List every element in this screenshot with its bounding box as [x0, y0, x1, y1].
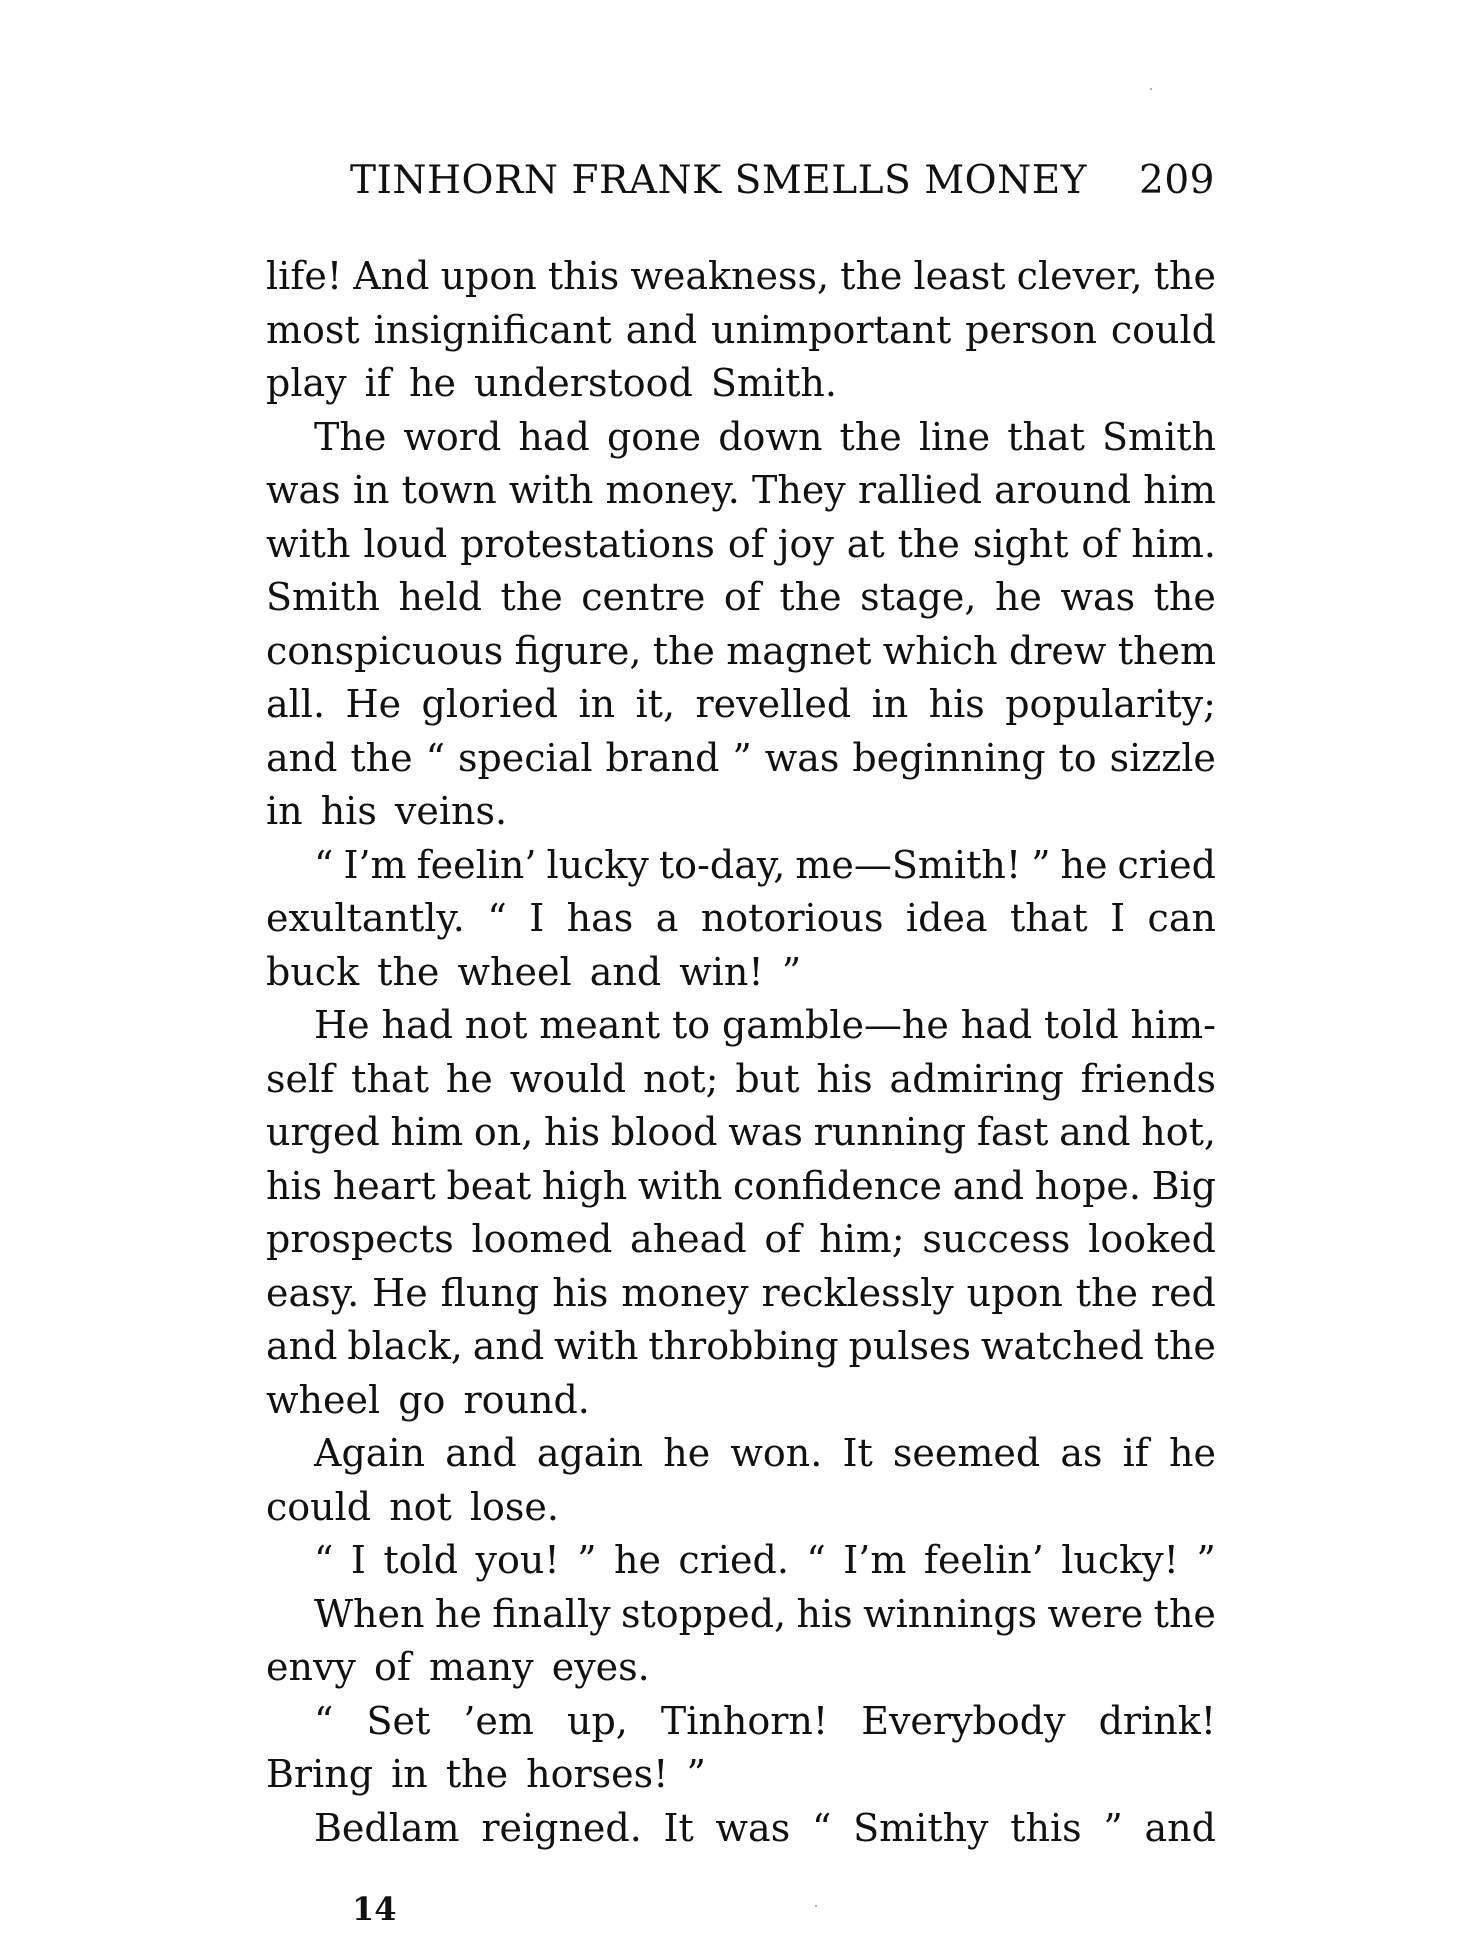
word: I	[350, 1538, 366, 1582]
running-head	[350, 158, 1215, 202]
word: idea	[905, 896, 988, 940]
word: the	[652, 628, 715, 673]
word: of	[764, 1217, 802, 1261]
word: was	[728, 1110, 803, 1154]
word: I’m	[843, 1538, 907, 1582]
word: life!	[266, 254, 343, 298]
word: The	[314, 414, 387, 459]
text-line: Bring in the horses! ”	[266, 1752, 706, 1796]
text-line	[266, 678, 1216, 732]
word: person	[965, 307, 1097, 352]
word: friends	[1080, 1056, 1216, 1101]
text-line: wheel go round.	[266, 1377, 590, 1422]
word: the	[350, 735, 413, 780]
word: has	[566, 896, 634, 940]
text-line	[266, 892, 1216, 946]
word: Set	[366, 1698, 431, 1743]
word: sight	[972, 521, 1069, 566]
word: sizzle	[1109, 735, 1216, 780]
word: and	[472, 1324, 545, 1368]
word: that	[1009, 896, 1088, 940]
word: most	[266, 307, 360, 352]
word: “	[425, 735, 446, 780]
text-line: buck the wheel and win! ”	[266, 949, 802, 994]
word: him;	[819, 1217, 905, 1261]
word: me—Smith!	[795, 842, 1022, 887]
word: would	[509, 1056, 627, 1101]
word: that	[1007, 414, 1085, 459]
word: figure,	[514, 628, 642, 673]
word: ”	[1031, 842, 1051, 887]
word: centre	[581, 575, 706, 619]
word: and	[952, 1163, 1025, 1208]
text-line: could not lose.	[266, 1484, 559, 1529]
word: of	[723, 575, 761, 619]
word: They	[752, 468, 846, 512]
word: Smith	[1102, 414, 1216, 459]
word: And	[353, 254, 430, 298]
word: rallied	[857, 468, 983, 512]
word: this	[1010, 1805, 1082, 1850]
word: upon	[440, 254, 537, 298]
word: he	[613, 1538, 661, 1582]
word: fast	[976, 1110, 1049, 1154]
text-line: play if he understood Smith.	[266, 361, 837, 405]
word: stopped,	[620, 1591, 787, 1636]
text-line	[266, 1160, 1216, 1214]
text-line	[266, 625, 1216, 679]
word: black,	[347, 1324, 463, 1368]
word: had	[381, 1003, 453, 1047]
word: him.	[1131, 521, 1216, 566]
word: recklessly	[761, 1270, 954, 1315]
word: the	[500, 575, 563, 619]
word: money.	[605, 468, 740, 512]
word: he	[994, 575, 1042, 619]
text-line	[266, 304, 1216, 358]
word: It	[663, 1805, 694, 1850]
word: magnet	[726, 628, 872, 673]
text-line	[266, 518, 1216, 572]
word: hope.	[1034, 1163, 1141, 1208]
word: “	[487, 896, 507, 940]
text-line	[266, 1320, 1216, 1374]
word: pulses	[848, 1324, 971, 1368]
word: admiring	[889, 1056, 1064, 1101]
word: ”	[732, 735, 752, 780]
word: them	[1117, 628, 1216, 673]
text-line: envy of many eyes.	[266, 1645, 650, 1689]
word: Again	[314, 1431, 426, 1475]
text-line	[266, 1213, 1216, 1267]
word: exultantly.	[266, 896, 465, 940]
word: his	[544, 1110, 601, 1154]
word: ”	[577, 1538, 597, 1582]
word: on,	[473, 1110, 534, 1154]
word: drew	[1008, 628, 1107, 673]
text-line	[266, 1695, 1216, 1749]
word: told	[1044, 1003, 1119, 1047]
word: word	[403, 414, 502, 459]
word: in	[578, 682, 616, 726]
word: in	[352, 468, 390, 512]
word: Big	[1151, 1163, 1216, 1208]
word: winnings	[863, 1591, 1038, 1636]
word: money	[621, 1270, 749, 1315]
word: Tinhorn!	[660, 1698, 829, 1743]
word: the	[1075, 1270, 1138, 1315]
word: as	[1060, 1431, 1103, 1475]
word: he	[663, 1431, 711, 1475]
word: Smithy	[853, 1805, 989, 1850]
word: joy	[777, 521, 834, 566]
word: can	[1147, 896, 1216, 940]
word: beginning	[852, 735, 1046, 780]
word: flung	[440, 1270, 540, 1315]
word: was	[1060, 575, 1136, 619]
word: beat	[446, 1163, 532, 1208]
word: his	[552, 1270, 609, 1315]
word: gone	[606, 414, 702, 459]
word: “	[806, 1538, 826, 1582]
word: in	[871, 682, 909, 726]
word: ”	[1103, 1805, 1123, 1850]
word: prospects	[266, 1217, 454, 1261]
word: with	[637, 1163, 723, 1208]
text-line	[266, 1802, 1216, 1856]
word: at	[846, 521, 885, 566]
word: town	[401, 468, 497, 512]
word: popularity;	[1005, 682, 1216, 726]
word: his	[928, 682, 985, 726]
paper-speck	[815, 1905, 817, 1907]
word: “	[811, 1805, 832, 1850]
word: the	[779, 575, 842, 619]
word: you!	[475, 1538, 560, 1582]
word: When	[314, 1591, 425, 1636]
text-line	[266, 1427, 1216, 1481]
word: all.	[266, 682, 326, 726]
word: He	[345, 682, 402, 726]
word: weakness,	[630, 254, 830, 298]
word: and	[266, 1324, 338, 1368]
word: that	[351, 1056, 429, 1101]
word: finally	[492, 1591, 611, 1636]
word: down	[718, 414, 823, 459]
word: heart	[332, 1163, 436, 1208]
word: again	[536, 1431, 644, 1475]
word: “	[314, 1538, 334, 1582]
word: loud	[363, 521, 448, 566]
word: and	[445, 1431, 517, 1475]
word: the	[1153, 1591, 1216, 1636]
word: He	[372, 1270, 428, 1315]
word: loomed	[471, 1217, 613, 1261]
word: urged	[266, 1110, 380, 1154]
word: feelin’	[416, 842, 537, 887]
word: running	[813, 1110, 967, 1154]
word: up,	[566, 1698, 628, 1743]
word: were	[1047, 1591, 1144, 1636]
word: which	[882, 628, 998, 673]
word: meant	[539, 1003, 661, 1047]
text-line	[266, 1534, 1216, 1588]
word: ’em	[463, 1698, 534, 1743]
text-line	[266, 1053, 1216, 1107]
word: throbbing	[648, 1324, 839, 1368]
text-line	[266, 1106, 1216, 1160]
word: revelled	[695, 682, 852, 726]
word: the	[1153, 254, 1216, 298]
word: to	[671, 1003, 711, 1047]
running-title: TINHORN FRANK SMELLS MONEY	[350, 158, 1087, 203]
word: self	[266, 1056, 335, 1101]
word: confidence	[732, 1163, 942, 1208]
word: not	[464, 1003, 528, 1047]
word: high	[541, 1163, 628, 1208]
word: with	[266, 521, 351, 566]
word: of	[1081, 521, 1119, 566]
word: blood	[610, 1110, 718, 1154]
text-line	[266, 1588, 1216, 1642]
word: he	[434, 1591, 482, 1636]
word: clever,	[1016, 254, 1143, 298]
word: I’m	[343, 842, 407, 887]
text-line	[266, 1267, 1216, 1321]
word: special	[457, 735, 593, 780]
word: the	[1153, 1324, 1216, 1368]
word: this	[547, 254, 620, 298]
text-line: in his veins.	[266, 789, 508, 833]
word: the	[839, 414, 902, 459]
word: “	[314, 842, 334, 887]
text-line	[266, 411, 1216, 465]
word: gamble—he	[721, 1003, 949, 1047]
word: drink!	[1098, 1698, 1216, 1743]
text-line	[266, 839, 1216, 893]
word: easy.	[266, 1270, 360, 1315]
word: had	[518, 414, 590, 459]
word: him	[1143, 468, 1216, 512]
word: told	[383, 1538, 459, 1582]
word: feelin’	[923, 1538, 1044, 1582]
word: the	[897, 521, 960, 566]
word: and	[625, 307, 698, 352]
word: with	[554, 1324, 639, 1368]
word: the	[840, 254, 903, 298]
word: cried	[1117, 842, 1216, 887]
word: It	[842, 1431, 873, 1475]
paper-speck	[1150, 88, 1152, 90]
word: to	[1058, 735, 1097, 780]
text-line	[266, 571, 1216, 625]
word: won.	[730, 1431, 823, 1475]
word: and	[1059, 1110, 1131, 1154]
word: unimportant	[711, 307, 952, 352]
word: he	[1168, 1431, 1216, 1475]
word: gloried	[421, 682, 559, 726]
word: was	[764, 735, 840, 780]
text-line	[266, 999, 1216, 1053]
word: had	[960, 1003, 1033, 1047]
word: insignificant	[373, 307, 612, 352]
word: I	[529, 896, 545, 940]
word: could	[1110, 307, 1216, 352]
word: upon	[966, 1270, 1063, 1315]
word: him	[390, 1110, 464, 1154]
word: least	[913, 254, 1006, 298]
signature-mark: 14	[352, 1890, 397, 1928]
word: not;	[643, 1056, 719, 1101]
word: his	[796, 1591, 853, 1636]
word: Bedlam	[314, 1805, 460, 1850]
word: red	[1150, 1270, 1216, 1315]
word: reigned.	[481, 1805, 642, 1850]
text-line	[266, 464, 1216, 518]
word: held	[398, 575, 482, 619]
text-line	[266, 732, 1216, 786]
word: conspicuous	[266, 628, 504, 673]
word: ahead	[630, 1217, 747, 1261]
word: he	[1060, 842, 1108, 887]
word: of	[727, 521, 765, 566]
word: He	[314, 1003, 370, 1047]
word: with	[508, 468, 594, 512]
word: watched	[980, 1324, 1144, 1368]
word: Smith	[266, 575, 380, 619]
word: looked	[1088, 1217, 1216, 1261]
text-line	[266, 250, 1216, 304]
word: a	[655, 896, 679, 940]
word: I	[1110, 896, 1126, 940]
word: “	[314, 1698, 334, 1743]
word: he	[445, 1056, 493, 1101]
word: success	[922, 1217, 1071, 1261]
word: notorious	[700, 896, 884, 940]
word: protestations	[460, 521, 715, 566]
word: around	[994, 468, 1132, 512]
word: if	[1122, 1431, 1149, 1475]
word: and	[266, 735, 338, 780]
word: line	[918, 414, 991, 459]
word: was	[266, 468, 341, 512]
word: Everybody	[861, 1698, 1066, 1743]
word: him-	[1130, 1003, 1216, 1047]
word: it,	[635, 682, 676, 726]
word: stage,	[860, 575, 977, 619]
word: ”	[1196, 1538, 1216, 1582]
word: brand	[605, 735, 720, 780]
word: lucky!	[1061, 1538, 1179, 1582]
word: his	[266, 1163, 323, 1208]
body-text	[266, 250, 1216, 1855]
word: seemed	[892, 1431, 1041, 1475]
word: to-day,	[658, 842, 786, 887]
word: the	[1153, 575, 1216, 619]
word: lucky	[546, 842, 649, 887]
word: cried.	[678, 1538, 789, 1582]
page-number: 209	[1139, 158, 1215, 203]
word: was	[715, 1805, 791, 1850]
word: but	[735, 1056, 800, 1101]
word: hot,	[1141, 1110, 1216, 1154]
word: his	[816, 1056, 873, 1101]
word: and	[1144, 1805, 1216, 1850]
